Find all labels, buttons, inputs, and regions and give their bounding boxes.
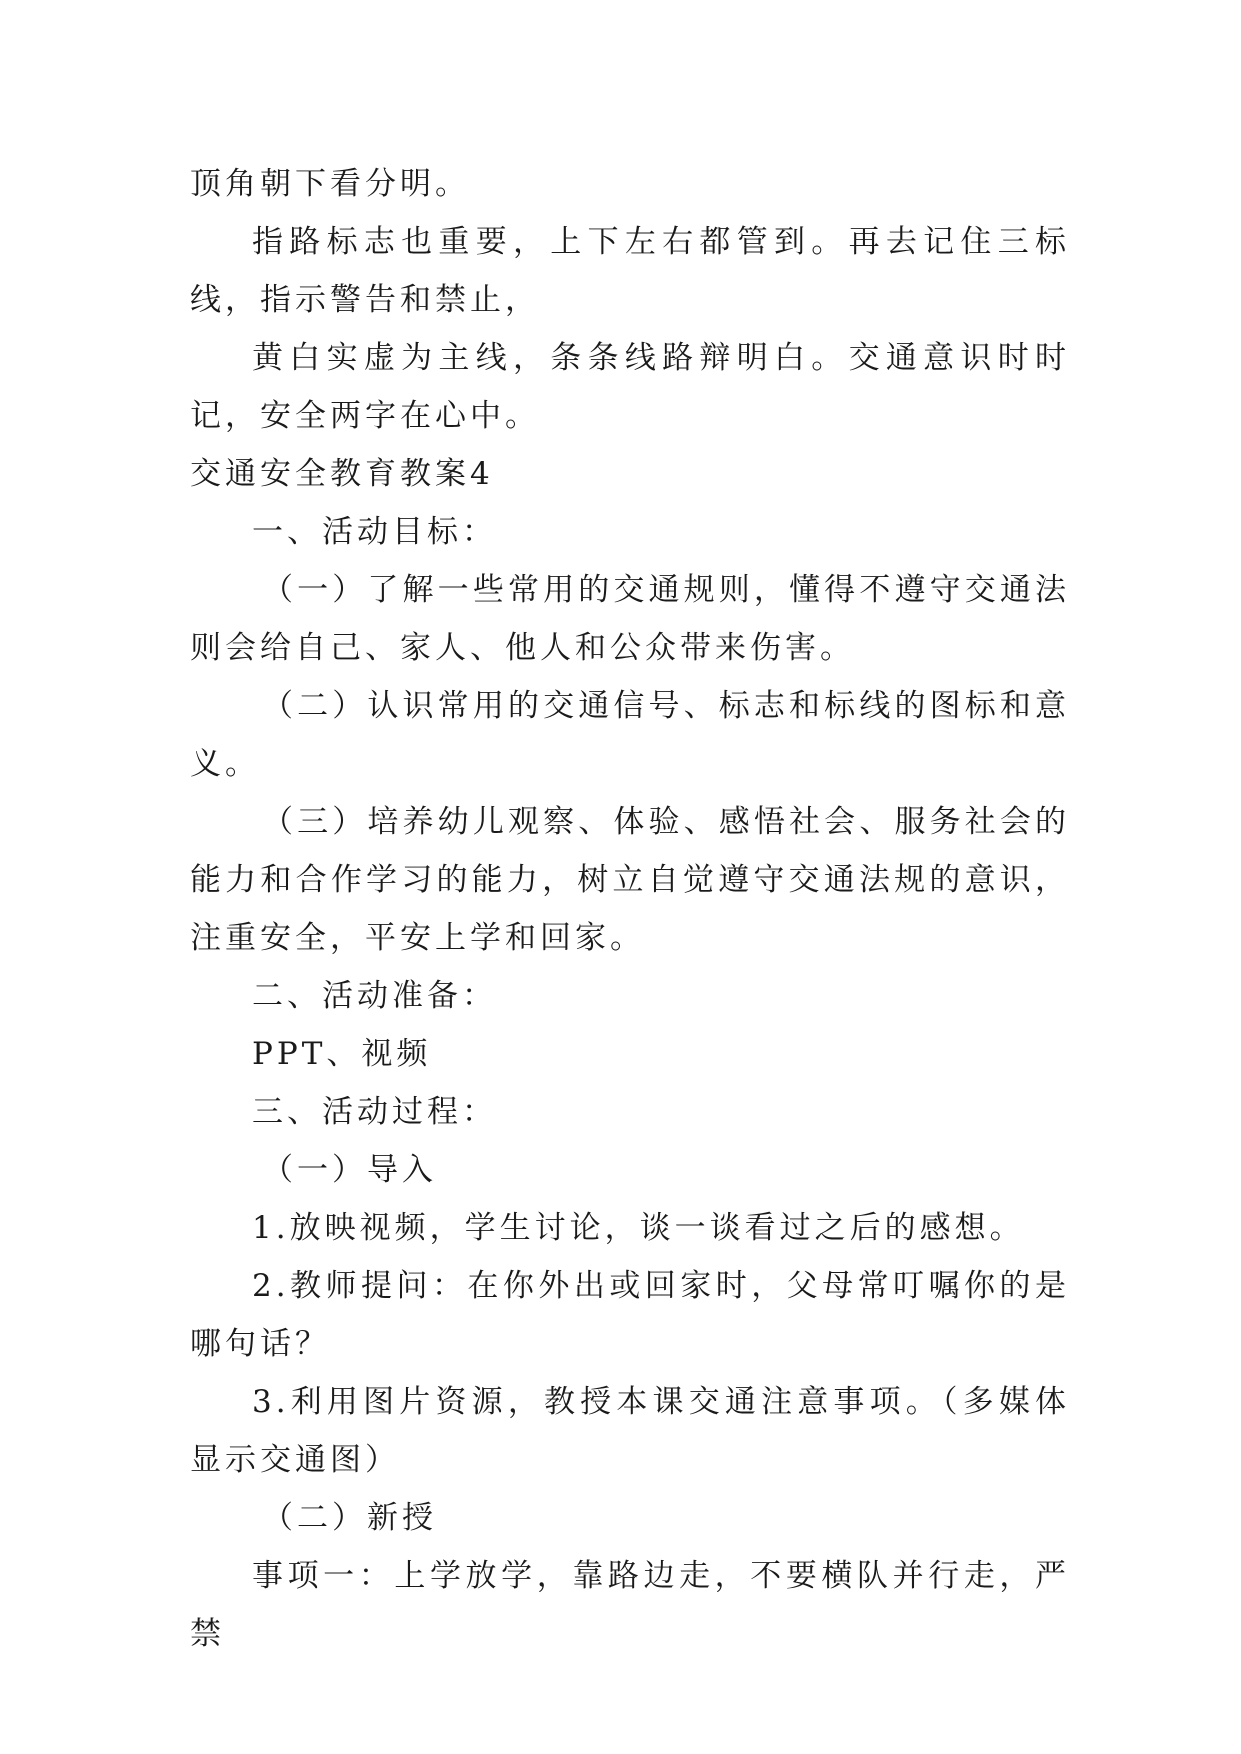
process-step-3: 3.利用图片资源，教授本课交通注意事项。（多媒体显示交通图） (190, 1384, 1070, 1478)
goal-item-2: （二）认识常用的交通信号、标志和标线的图标和意义。 (190, 688, 1070, 782)
process-step-2: 2.教师提问：在你外出或回家时，父母常叮嘱你的是哪句话？ (190, 1268, 1070, 1362)
subheading-new-lesson: （二）新授 (262, 1500, 437, 1536)
section-title: 交通安全教育教案4 (190, 456, 494, 492)
heading-activity-goals: 一、活动目标： (252, 514, 497, 550)
process-step-1: 1.放映视频，学生讨论，谈一谈看过之后的感想。 (252, 1210, 1025, 1246)
subheading-introduction: （一）导入 (262, 1152, 437, 1188)
document-body (190, 155, 1070, 1663)
preparation-materials: PPT、视频 (252, 1036, 432, 1072)
heading-activity-process: 三、活动过程： (252, 1094, 497, 1130)
heading-activity-preparation: 二、活动准备： (252, 978, 497, 1014)
goal-item-3: （三）培养幼儿观察、体验、感悟社会、服务社会的能力和合作学习的能力，树立自觉遵守交通法规的意识，注重安全，平安上学和回家。 (190, 804, 1070, 956)
paragraph-marking-rhyme: 黄白实虚为主线，条条线路辩明白。交通意识时时记，安全两字在心中。 (190, 340, 1070, 434)
paragraph-sign-rhyme: 指路标志也重要，上下左右都管到。再去记住三标线，指示警告和禁止， (190, 224, 1070, 318)
goal-item-1: （一）了解一些常用的交通规则，懂得不遵守交通法则会给自己、家人、他人和公众带来伤害。 (190, 572, 1070, 666)
item-one: 事项一：上学放学，靠路边走，不要横队并行走，严禁 (190, 1558, 1070, 1652)
paragraph-continuation: 顶角朝下看分明。 (190, 166, 470, 202)
